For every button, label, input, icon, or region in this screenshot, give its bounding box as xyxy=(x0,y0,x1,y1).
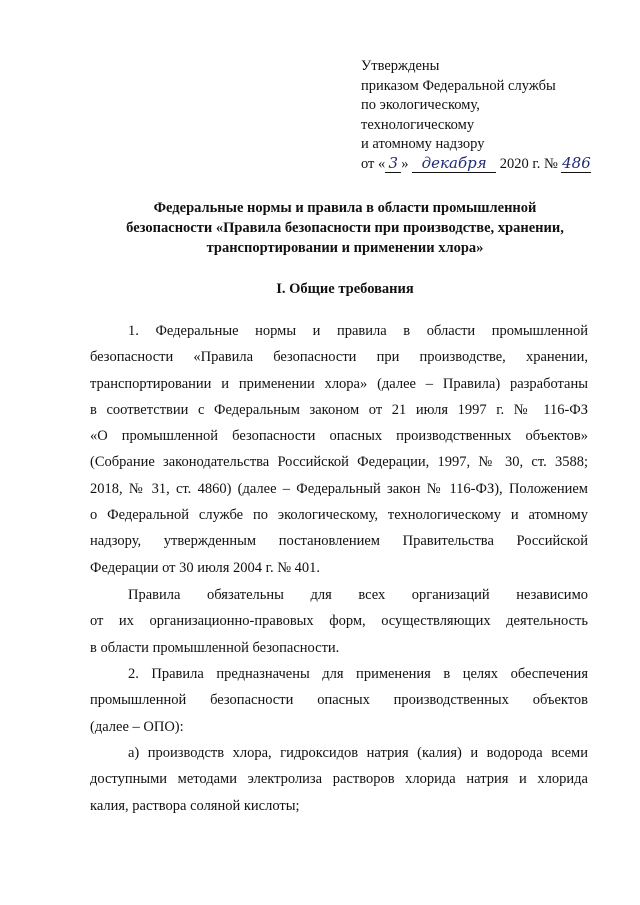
date-mid: » xyxy=(401,155,409,172)
handwritten-month: декабря xyxy=(421,153,487,172)
approval-block xyxy=(361,57,621,174)
paragraph-2 xyxy=(90,582,588,661)
order-number-field xyxy=(561,155,591,173)
text-line: надзору, утвержденным постановлением Правительства Российской xyxy=(90,533,588,550)
text-line: Правила обязательны для всех организаций независимо xyxy=(128,587,588,603)
text-line: «О промышленной безопасности опасных производственных объектов» xyxy=(90,428,588,445)
title-line: транспортировании и применении хлора» xyxy=(206,240,484,256)
title-line: Федеральные нормы и правила в области промышленной xyxy=(153,200,537,216)
text-line: о Федеральной службе по экологическому, технологическому и атомному xyxy=(90,507,588,524)
approval-line: технологическому xyxy=(361,116,475,133)
text-line: доступными методами электролиза растворов хлорида натрия и хлорида xyxy=(90,771,588,788)
text-line: 2018, № 31, ст. 4860) (далее – Федеральный закон № 116-ФЗ), Положением xyxy=(90,480,588,497)
text-line: транспортировании и применении хлора» (далее – Правила) разработаны xyxy=(90,375,588,392)
approval-line: и атомному надзору xyxy=(361,136,485,152)
approval-line: по экологическому, xyxy=(361,97,480,113)
text-line: Федерации от 30 июля 2004 г. № 401. xyxy=(90,559,321,576)
day-field xyxy=(385,155,401,173)
text-line: калия, раствора соляной кислоты; xyxy=(90,797,300,814)
text-line: (Собрание законодательства Российской Федерации, 1997, № 30, ст. 3588; xyxy=(90,454,588,471)
text-line: а) производств хлора, гидроксидов натрия (калия) и водорода всеми xyxy=(128,745,588,761)
text-line: промышленной безопасности опасных производственных объектов xyxy=(90,692,588,709)
text-line: 2. Правила предназначены для применения в целях обеспечения xyxy=(128,666,588,682)
date-prefix: от « xyxy=(361,155,386,172)
text-line: 1. Федеральные нормы и правила в области промышленной xyxy=(128,323,588,339)
paragraph-4 xyxy=(90,740,588,819)
approval-date-line xyxy=(361,155,621,175)
document-title xyxy=(90,198,600,258)
month-field xyxy=(412,155,496,173)
text-line: безопасности «Правила безопасности при производстве, хранении, xyxy=(90,349,588,366)
year-and-number-label: 2020 г. № xyxy=(499,155,558,172)
text-line: от их организационно-правовых форм, осуществляющих деятельность xyxy=(90,613,588,630)
title-line: безопасности «Правила безопасности при производстве, хранении, xyxy=(126,220,564,236)
handwritten-day: 3 xyxy=(388,153,399,172)
approval-line: Утверждены xyxy=(361,58,440,74)
paragraph-3 xyxy=(90,661,588,740)
paragraph-1 xyxy=(90,318,588,581)
text-line: (далее – ОПО): xyxy=(90,718,184,735)
section-heading: I. Общие требования xyxy=(276,281,414,297)
approval-line: приказом Федеральной службы xyxy=(361,77,556,94)
handwritten-order-number: 486 xyxy=(562,153,591,172)
text-line: в соответствии с Федеральным законом от 21 июля 1997 г. № 116-ФЗ xyxy=(90,401,588,418)
text-line: в области промышленной безопасности. xyxy=(90,639,340,656)
